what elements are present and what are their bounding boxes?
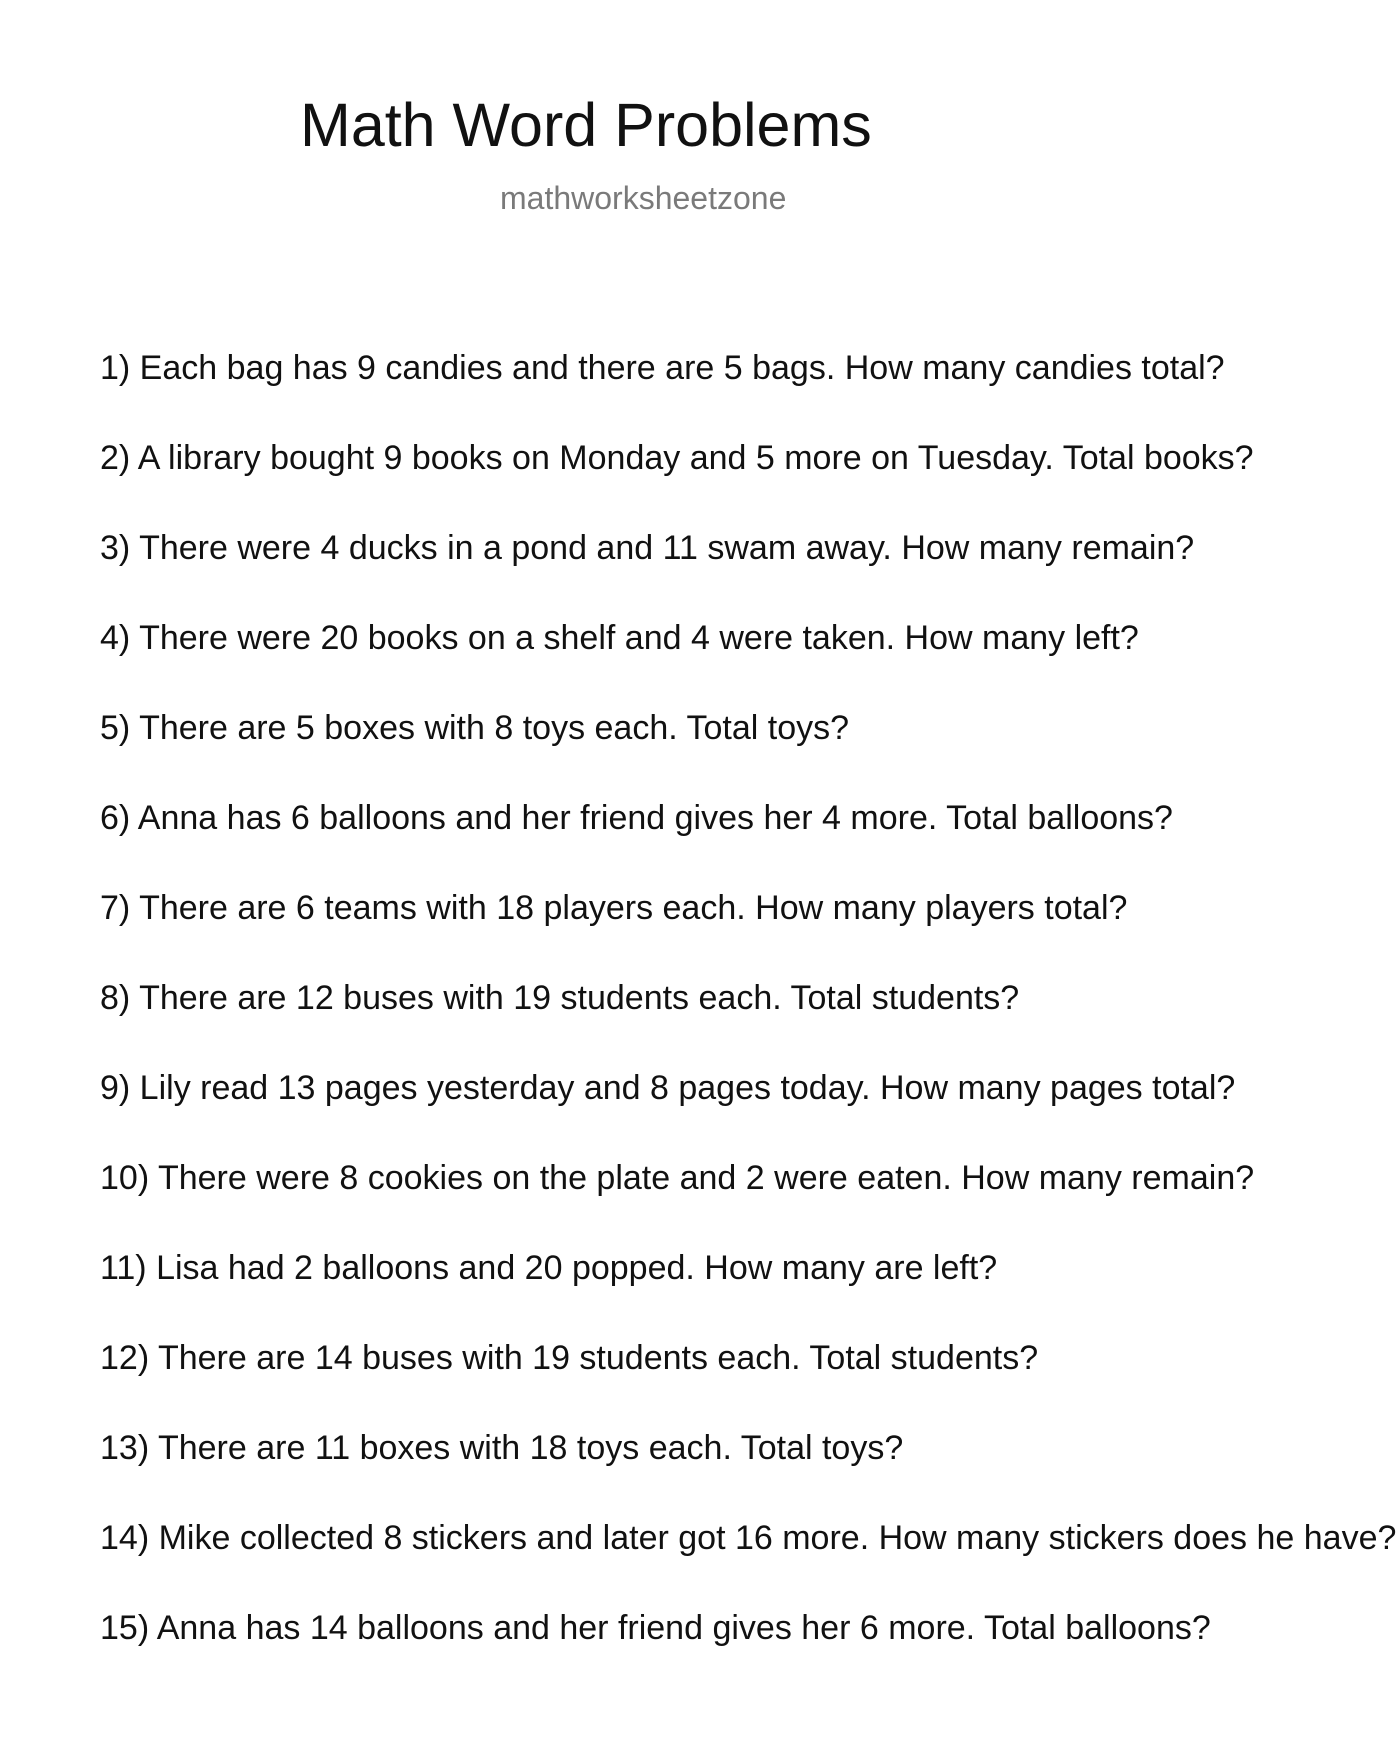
problem-3: 3) There were 4 ducks in a pond and 11 swam away. How many remain? bbox=[100, 529, 1195, 567]
problem-9: 9) Lily read 13 pages yesterday and 8 pages today. How many pages total? bbox=[100, 1069, 1236, 1107]
problem-1: 1) Each bag has 9 candies and there are 5 bags. How many candies total? bbox=[100, 349, 1225, 387]
problem-10: 10) There were 8 cookies on the plate and 2 were eaten. How many remain? bbox=[100, 1159, 1255, 1197]
problem-13: 13) There are 11 boxes with 18 toys each. Total toys? bbox=[100, 1429, 904, 1467]
problem-7: 7) There are 6 teams with 18 players each. How many players total? bbox=[100, 889, 1128, 927]
problem-4: 4) There were 20 books on a shelf and 4 were taken. How many left? bbox=[100, 619, 1139, 657]
problem-12: 12) There are 14 buses with 19 students each. Total students? bbox=[100, 1339, 1039, 1377]
problem-11: 11) Lisa had 2 balloons and 20 popped. How many are left? bbox=[100, 1249, 998, 1287]
problem-2: 2) A library bought 9 books on Monday and 5 more on Tuesday. Total books? bbox=[100, 439, 1254, 477]
problem-5: 5) There are 5 boxes with 8 toys each. Total toys? bbox=[100, 709, 850, 747]
source-label: mathworksheetzone bbox=[500, 180, 787, 216]
problem-15: 15) Anna has 14 balloons and her friend gives her 6 more. Total balloons? bbox=[100, 1609, 1211, 1647]
problem-14: 14) Mike collected 8 stickers and later got 16 more. How many stickers does he have? bbox=[100, 1519, 1396, 1557]
problem-list bbox=[100, 348, 1396, 1698]
page-title: Math Word Problems bbox=[300, 91, 872, 159]
problem-6: 6) Anna has 6 balloons and her friend gives her 4 more. Total balloons? bbox=[100, 799, 1173, 837]
problem-8: 8) There are 12 buses with 19 students each. Total students? bbox=[100, 979, 1020, 1017]
